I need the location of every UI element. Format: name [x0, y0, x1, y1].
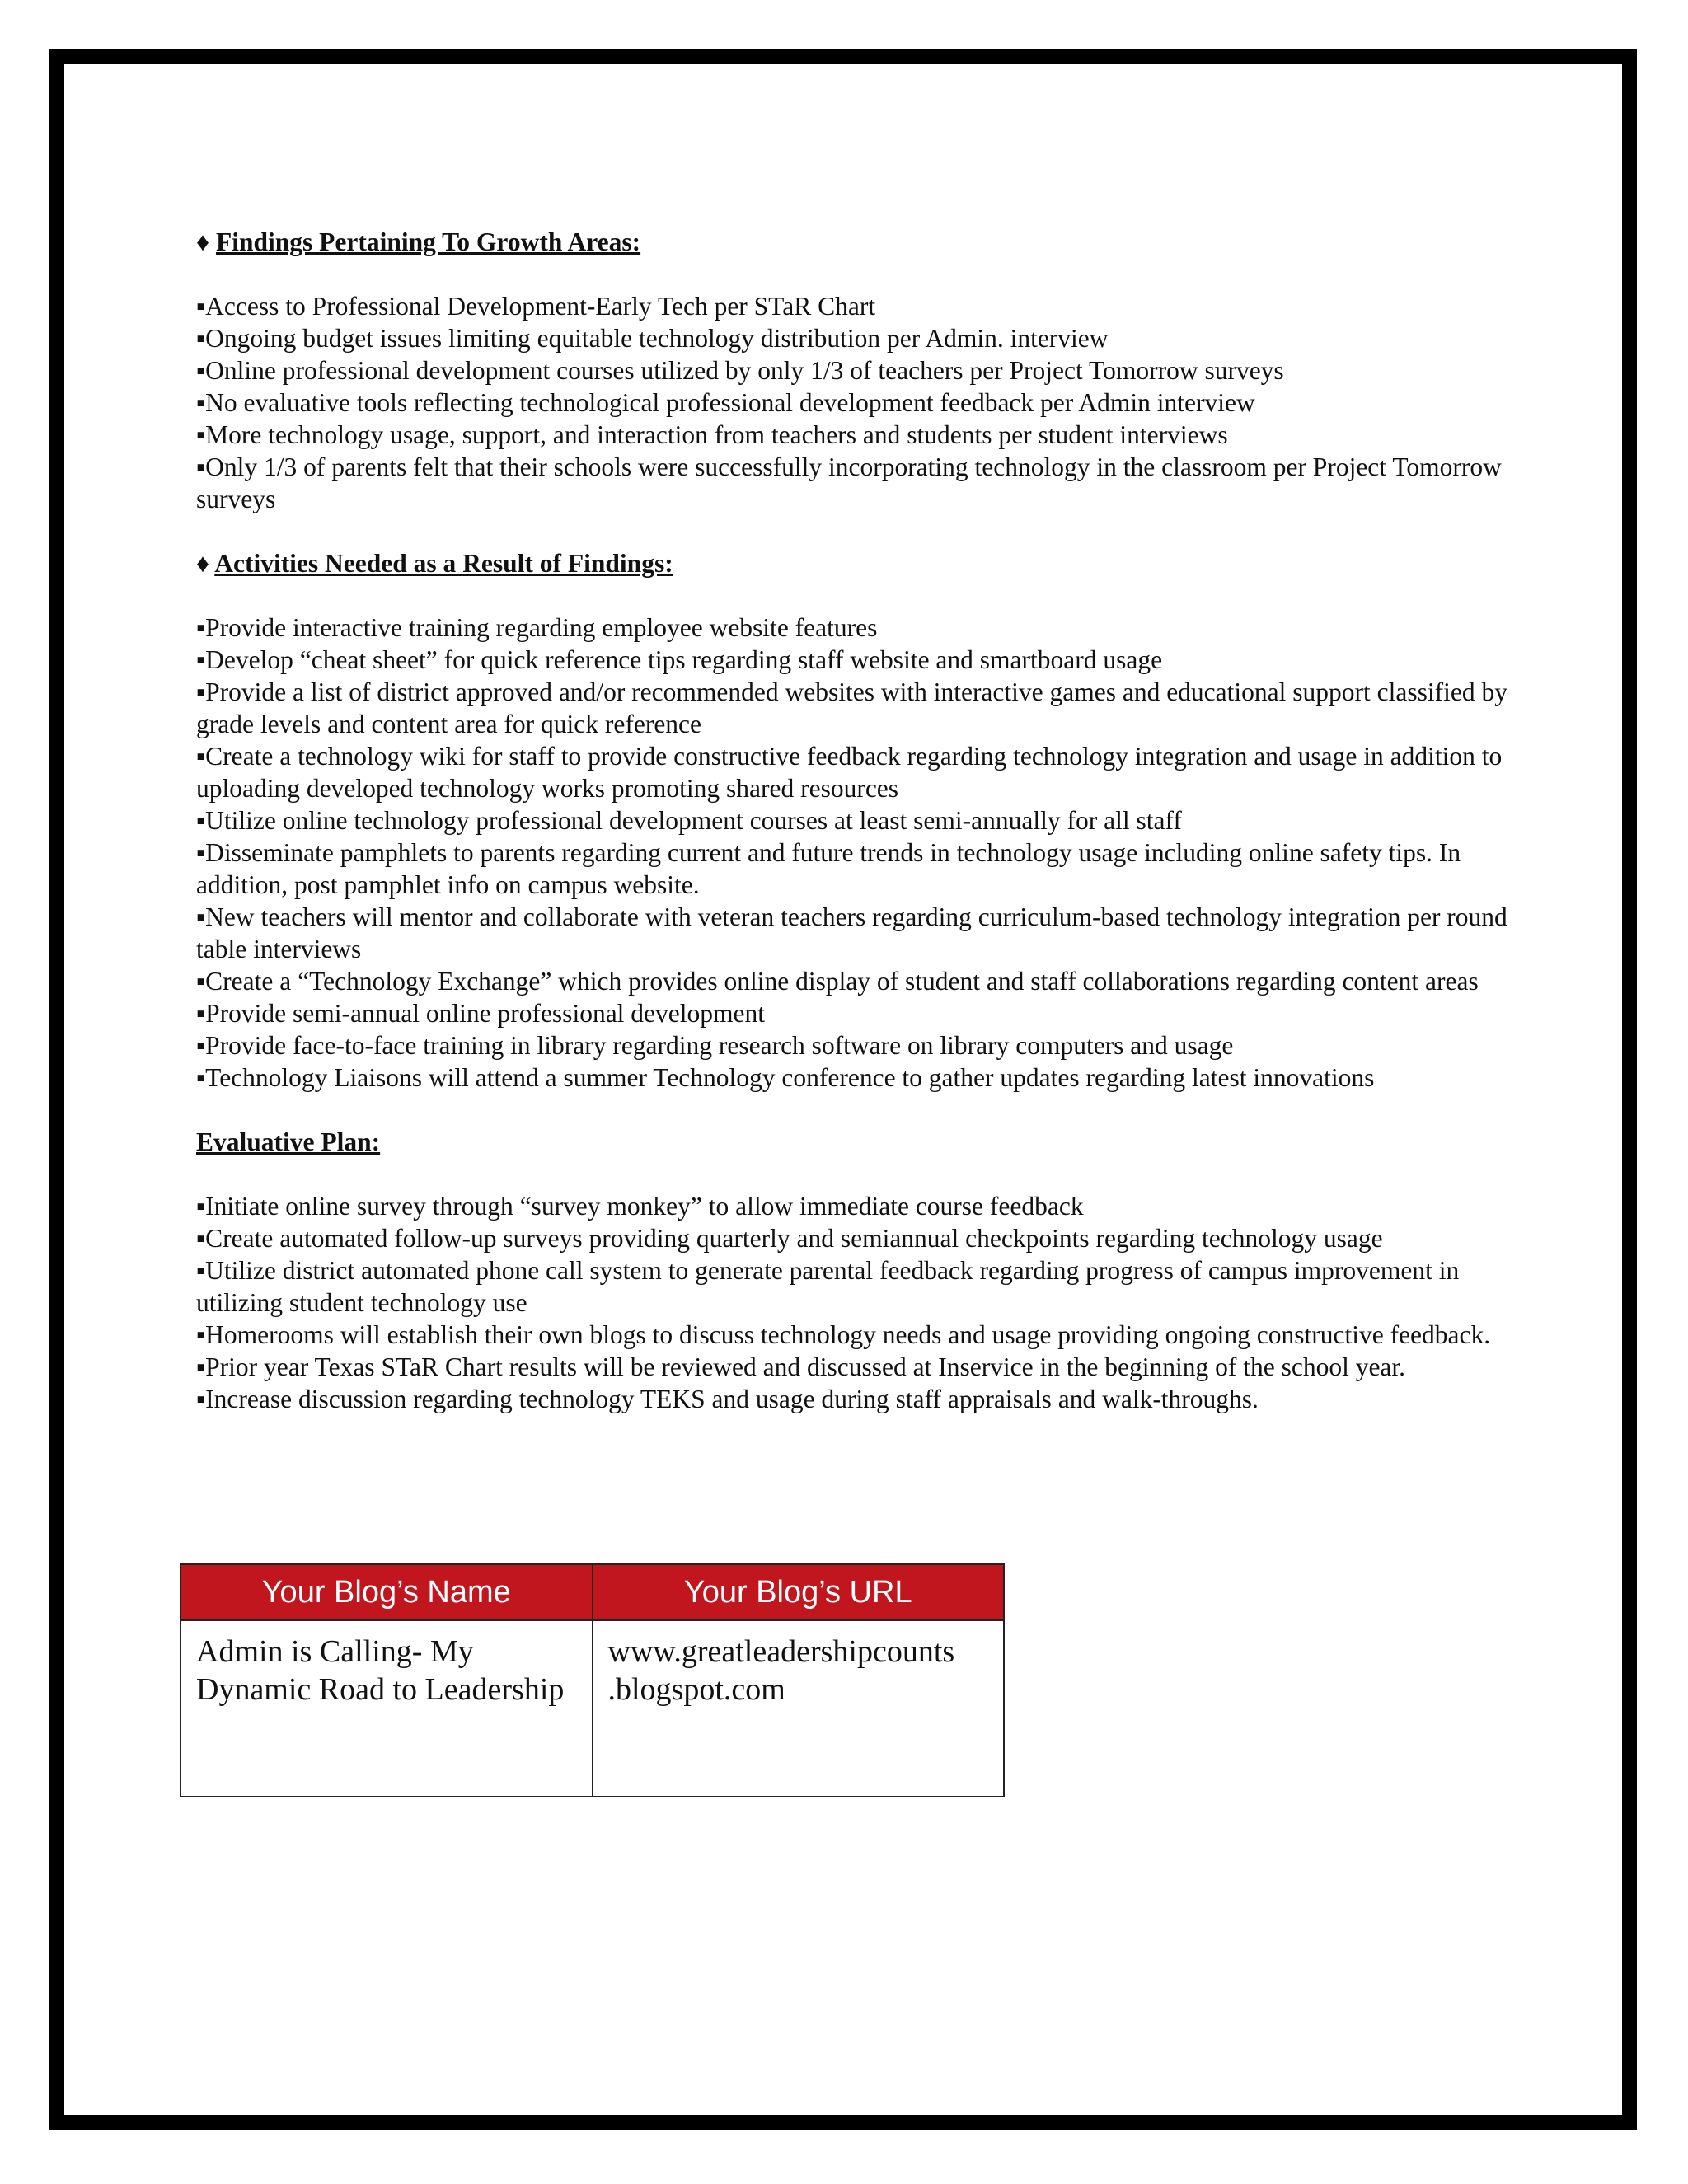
evaluative-plan-list	[196, 1190, 1515, 1415]
list-item: ▪Create automated follow-up surveys providing quarterly and semiannual checkpoints regarding technology usage	[196, 1224, 1383, 1253]
list-item: ▪Provide face-to-face training in library regarding research software on library computers and usage	[196, 1031, 1234, 1060]
blog-url-header: Your Blog’s URL	[593, 1564, 1005, 1620]
activities-heading	[196, 547, 1515, 579]
list-item: ▪Create a “Technology Exchange” which provides online display of student and staff collaborations regarding content areas	[196, 967, 1479, 996]
findings-heading-text: Findings Pertaining To Growth Areas:	[215, 227, 641, 256]
list-item: ▪More technology usage, support, and interaction from teachers and students per student interviews	[196, 420, 1228, 449]
findings-list	[196, 290, 1515, 515]
list-item: ▪New teachers will mentor and collaborate with veteran teachers regarding curriculum-based technology integration per round table interviews	[196, 902, 1507, 963]
table-row	[181, 1620, 1004, 1797]
blog-name-cell: Admin is Calling- My Dynamic Road to Leadership	[181, 1620, 593, 1797]
list-item: ▪Only 1/3 of parents felt that their schools were successfully incorporating technology in the classroom per Project Tomorrow surveys	[196, 452, 1502, 513]
evaluative-plan-heading	[196, 1126, 1515, 1158]
findings-heading	[196, 226, 1515, 258]
list-item: ▪Develop “cheat sheet” for quick reference tips regarding staff website and smartboard usage	[196, 645, 1163, 674]
diamond-bullet-icon: ♦	[196, 227, 216, 256]
list-item: ▪Prior year Texas STaR Chart results will be reviewed and discussed at Inservice in the beginning of the school year.	[196, 1352, 1406, 1381]
list-item: ▪Provide a list of district approved and/or recommended websites with interactive games and educational support classified by grade levels and content area for quick reference	[196, 677, 1507, 738]
diamond-bullet-icon: ♦	[196, 549, 215, 578]
list-item: ▪Initiate online survey through “survey monkey” to allow immediate course feedback	[196, 1192, 1084, 1221]
list-item: ▪Provide semi-annual online professional development	[196, 999, 766, 1028]
list-item: ▪Homerooms will establish their own blogs to discuss technology needs and usage providing ongoing constructive feedback.	[196, 1320, 1491, 1349]
list-item: ▪Utilize district automated phone call system to generate parental feedback regarding progress of campus improvement in utilizing student technology use	[196, 1256, 1460, 1317]
list-item: ▪No evaluative tools reflecting technological professional development feedback per Admin interview	[196, 388, 1255, 417]
activities-list	[196, 612, 1515, 1094]
list-item: ▪Technology Liaisons will attend a summer Technology conference to gather updates regarding latest innovations	[196, 1063, 1375, 1092]
blog-name-header: Your Blog’s Name	[181, 1564, 593, 1620]
table-header-row	[181, 1564, 1004, 1620]
list-item: ▪Create a technology wiki for staff to provide constructive feedback regarding technology integration and usage in addition to uploading developed technology works promoting shared resources	[196, 742, 1503, 803]
list-item: ▪Online professional development courses utilized by only 1/3 of teachers per Project Tomorrow surveys	[196, 356, 1284, 385]
document-body	[196, 226, 1515, 1447]
blog-info-table	[180, 1563, 1005, 1797]
list-item: ▪Increase discussion regarding technology TEKS and usage during staff appraisals and walk-throughs.	[196, 1385, 1259, 1413]
list-item: ▪Utilize online technology professional development courses at least semi-annually for all staff	[196, 806, 1182, 835]
evaluative-plan-heading-text: Evaluative Plan:	[196, 1127, 381, 1156]
list-item: ▪Access to Professional Development-Early Tech per STaR Chart	[196, 292, 876, 321]
list-item: ▪Ongoing budget issues limiting equitable technology distribution per Admin. interview	[196, 324, 1109, 353]
list-item: ▪Disseminate pamphlets to parents regarding current and future trends in technology usage including online safety tips. In addition, post pamphlet info on campus website.	[196, 838, 1461, 899]
list-item: ▪Provide interactive training regarding employee website features	[196, 613, 878, 642]
activities-heading-text: Activities Needed as a Result of Findings:	[214, 549, 673, 578]
blog-url-cell[interactable]: www.greatleadershipcounts .blogspot.com	[593, 1620, 1005, 1797]
